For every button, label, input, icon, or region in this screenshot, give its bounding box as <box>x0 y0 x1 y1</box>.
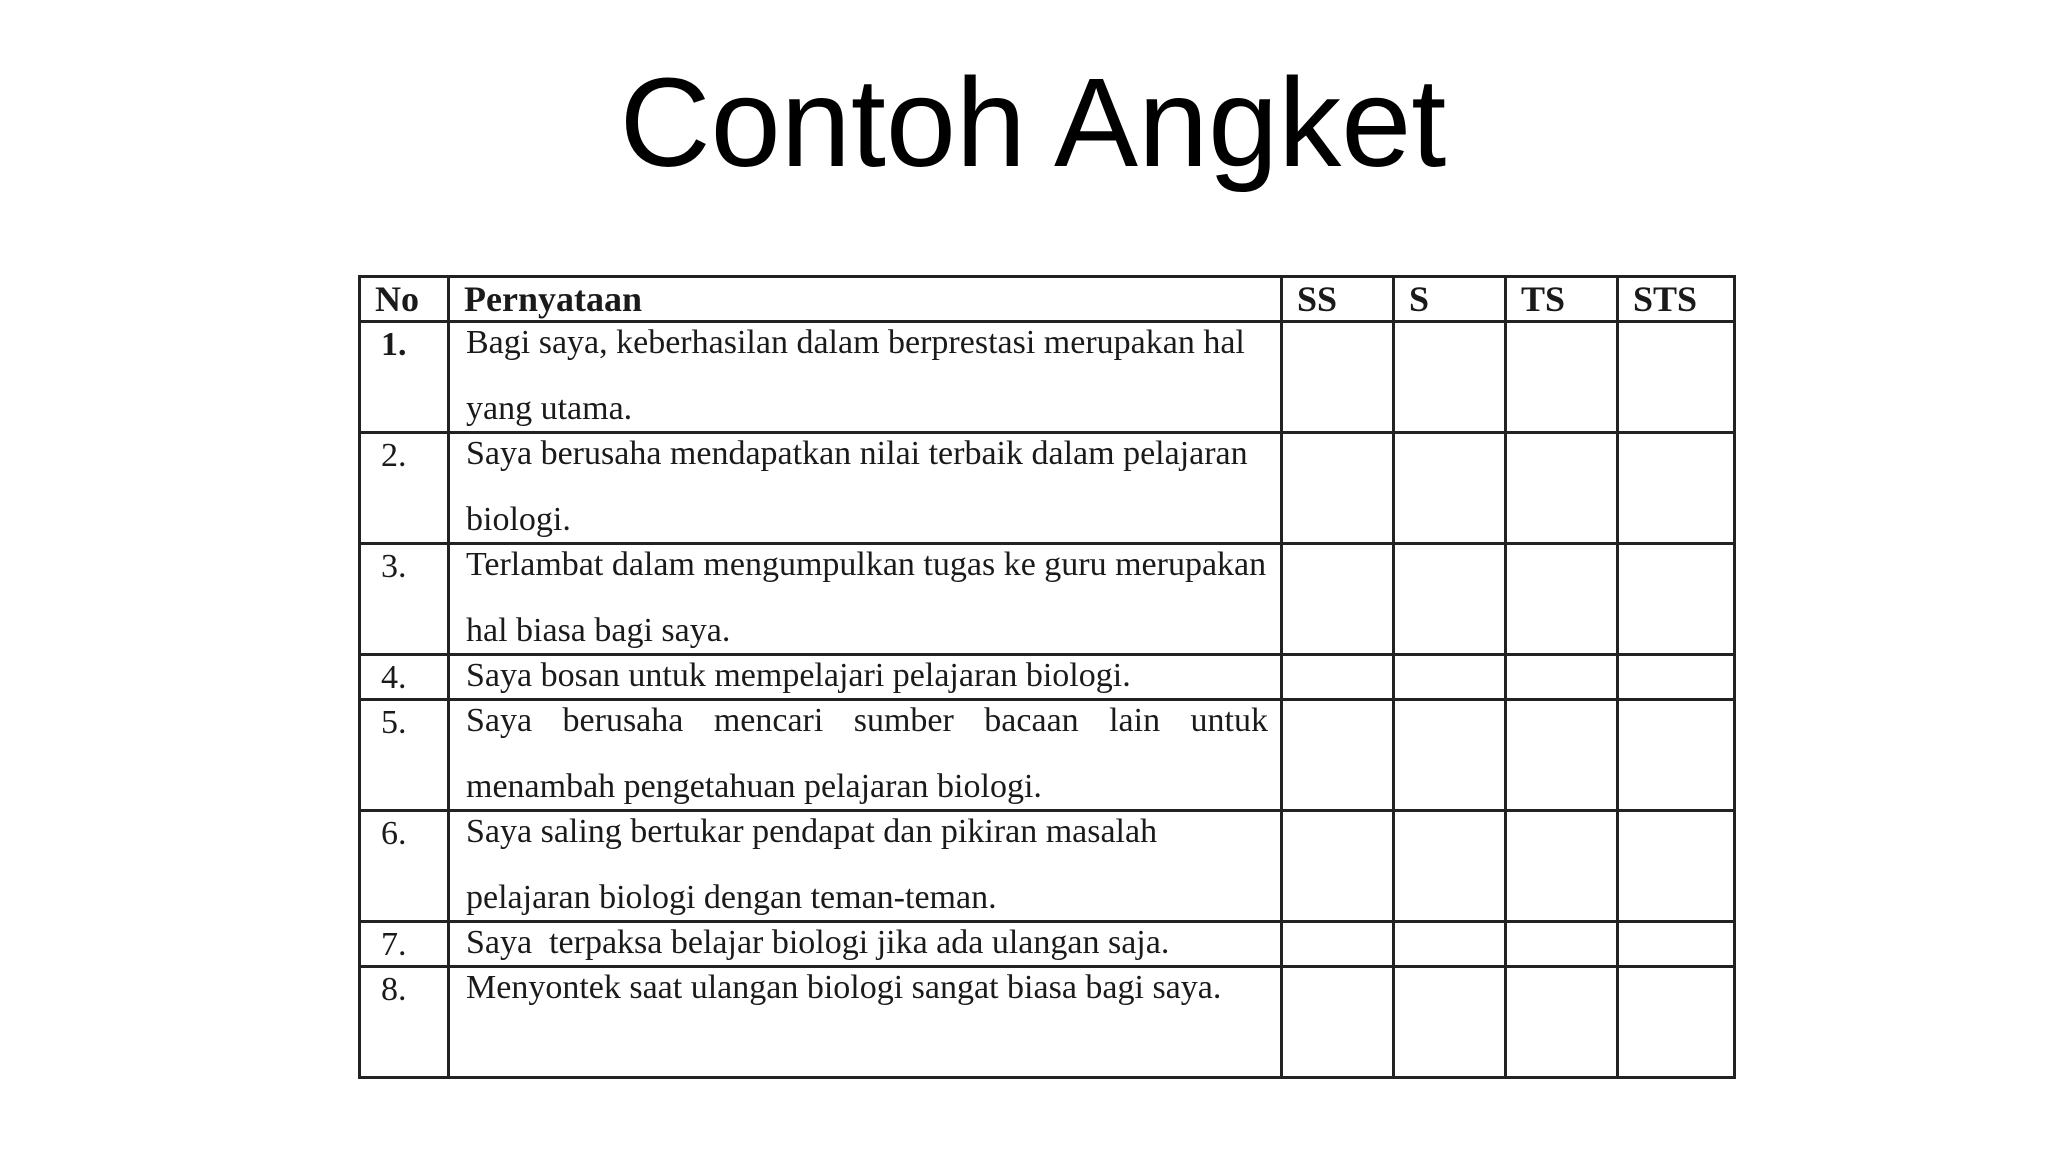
statement-text: Saya berusaha mendapatkan nilai terbaik dalam pelajaran biologi. <box>466 435 1248 538</box>
statement-text: Saya bosan untuk mempelajari pelajaran biologi. <box>466 657 1131 694</box>
table-row <box>360 544 1735 655</box>
row-statement <box>449 433 1282 544</box>
row-number: 5. <box>360 700 449 811</box>
row-statement <box>449 322 1282 433</box>
row-number: 7. <box>360 922 449 967</box>
row-statement <box>449 700 1282 811</box>
answer-cell-s[interactable] <box>1394 922 1506 967</box>
answer-cell-ts[interactable] <box>1506 922 1618 967</box>
statement-text: Bagi saya, keberhasilan dalam berprestasi merupakan hal yang utama. <box>466 324 1245 427</box>
answer-cell-ss[interactable] <box>1282 322 1394 433</box>
row-number: 1. <box>360 322 449 433</box>
row-statement <box>449 544 1282 655</box>
header-statement: Pernyataan <box>449 277 1282 322</box>
answer-cell-s[interactable] <box>1394 700 1506 811</box>
answer-cell-ss[interactable] <box>1282 433 1394 544</box>
answer-cell-s[interactable] <box>1394 655 1506 700</box>
answer-cell-ts[interactable] <box>1506 811 1618 922</box>
answer-cell-ss[interactable] <box>1282 967 1394 1078</box>
statement-text: Terlambat dalam mengumpulkan tugas ke guru merupakan hal biasa bagi saya. <box>466 546 1267 649</box>
answer-cell-sts[interactable] <box>1618 700 1735 811</box>
row-number: 4. <box>360 655 449 700</box>
answer-cell-sts[interactable] <box>1618 655 1735 700</box>
statement-text: Saya berusaha mencari sumber bacaan lain untuk menambah pengetahuan pelajaran biologi. <box>466 702 1268 805</box>
header-s: S <box>1394 277 1506 322</box>
statement-text: Menyontek saat ulangan biologi sangat biasa bagi saya. <box>466 969 1222 1006</box>
row-number: 8. <box>360 967 449 1078</box>
header-ts: TS <box>1506 277 1618 322</box>
table-row <box>360 433 1735 544</box>
header-ss: SS <box>1282 277 1394 322</box>
answer-cell-ts[interactable] <box>1506 544 1618 655</box>
header-no: No <box>360 277 449 322</box>
answer-cell-sts[interactable] <box>1618 967 1735 1078</box>
answer-cell-sts[interactable] <box>1618 322 1735 433</box>
row-number: 2. <box>360 433 449 544</box>
answer-cell-ss[interactable] <box>1282 544 1394 655</box>
answer-cell-ss[interactable] <box>1282 922 1394 967</box>
table-row <box>360 700 1735 811</box>
statement-text: Saya saling bertukar pendapat dan pikiran masalah pelajaran biologi dengan teman-teman. <box>466 813 1158 916</box>
answer-cell-s[interactable] <box>1394 967 1506 1078</box>
row-statement <box>449 811 1282 922</box>
row-number: 3. <box>360 544 449 655</box>
table-row <box>360 811 1735 922</box>
answer-cell-s[interactable] <box>1394 433 1506 544</box>
table-row <box>360 967 1735 1078</box>
answer-cell-ts[interactable] <box>1506 322 1618 433</box>
table-row <box>360 322 1735 433</box>
answer-cell-s[interactable] <box>1394 322 1506 433</box>
statement-text: Saya terpaksa belajar biologi jika ada ulangan saja. <box>466 924 1170 961</box>
answer-cell-ts[interactable] <box>1506 433 1618 544</box>
answer-cell-sts[interactable] <box>1618 433 1735 544</box>
questionnaire-table <box>358 275 1736 1079</box>
answer-cell-ss[interactable] <box>1282 811 1394 922</box>
row-number: 6. <box>360 811 449 922</box>
answer-cell-sts[interactable] <box>1618 544 1735 655</box>
answer-cell-s[interactable] <box>1394 811 1506 922</box>
answer-cell-ts[interactable] <box>1506 967 1618 1078</box>
answer-cell-ss[interactable] <box>1282 655 1394 700</box>
answer-cell-s[interactable] <box>1394 544 1506 655</box>
header-sts: STS <box>1618 277 1735 322</box>
answer-cell-ts[interactable] <box>1506 700 1618 811</box>
row-statement <box>449 967 1282 1078</box>
answer-cell-sts[interactable] <box>1618 922 1735 967</box>
slide-title: Contoh Angket <box>619 52 1447 193</box>
answer-cell-ts[interactable] <box>1506 655 1618 700</box>
answer-cell-sts[interactable] <box>1618 811 1735 922</box>
answer-cell-ss[interactable] <box>1282 700 1394 811</box>
